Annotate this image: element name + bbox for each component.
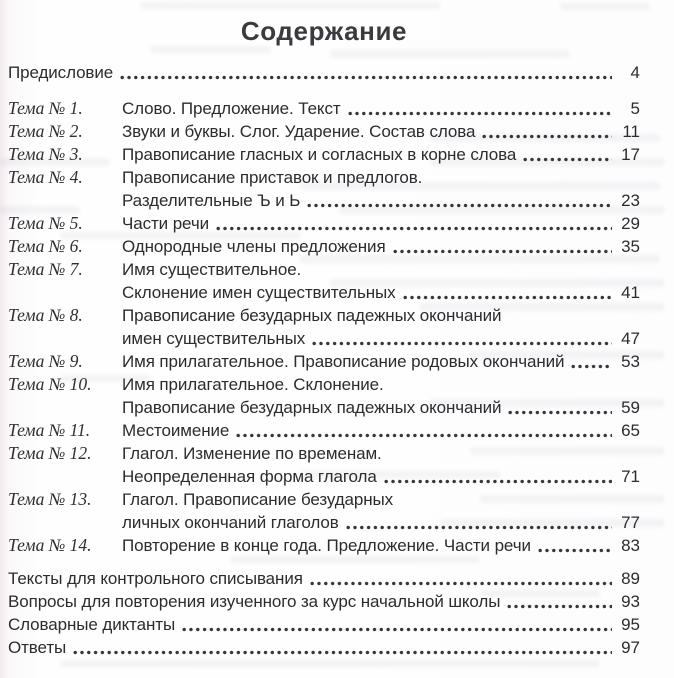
toc-entry-page-number: 65 [621,421,640,440]
toc-entry-page-number: 5 [630,99,640,118]
dotted-leader [384,479,612,484]
toc-entry-row [8,350,640,373]
toc-entry-page-number: 11 [622,122,640,141]
toc-entry-title: Имя существительное. [122,260,302,279]
toc-entry-title: Местоимение [122,421,230,440]
toc-list [8,61,640,659]
toc-entry-row [8,465,640,488]
page-title: Содержание [240,16,408,46]
toc-entry-row [8,235,640,258]
toc-entry-page-number: 71 [621,467,640,486]
toc-entry-label: Тема № 9. [8,351,83,371]
toc-entry-title: Глагол. Правописание безударных [122,490,394,509]
toc-entry-row [8,590,640,613]
dotted-leader [182,627,612,632]
toc-entry-row [8,327,640,350]
toc-entry-title: Глагол. Изменение по временам. [122,444,382,463]
toc-entry-page-number: 4 [630,63,640,82]
dotted-leader [523,157,612,162]
toc-entry-title: Звуки и буквы. Слог. Ударение. Состав слова [122,122,476,141]
toc-entry-title: Правописание безударных падежных окончаний [122,306,502,325]
toc-entry-page-number: 53 [621,352,640,371]
toc-entry-label: Тема № 5. [8,213,83,233]
toc-entry-page-number: 23 [621,191,640,210]
toc-entry-title: Повторение в конце года. Предложение. Части речи [122,536,531,555]
toc-entry-title: Правописание безударных падежных окончаний [122,398,502,417]
dotted-leader [403,295,612,300]
dotted-leader [73,650,612,655]
toc-entry-label: Тема № 14. [8,535,92,555]
toc-entry-title: Разделительные Ъ и Ь [122,191,301,210]
toc-entry-row [8,511,640,534]
toc-entry-page-number: 89 [621,569,640,588]
toc-entry-title: Однородные члены предложения [122,237,386,256]
toc-entry-label: Тема № 10. [8,374,92,394]
toc-entry-label: Тема № 4. [8,167,83,187]
toc-entry-row [8,419,640,442]
toc-entry-row [8,488,640,511]
toc-entry-title: имен существительных [122,329,306,348]
toc-entry-page-number: 93 [621,592,640,611]
toc-entry-title: Правописание приставок и предлогов. [122,168,423,187]
toc-entry-row [8,396,640,419]
toc-entry-title: личных окончаний глаголов [122,513,339,532]
toc-entry-page-number: 41 [621,283,640,302]
toc-entry-row [8,97,640,120]
toc-entry-title: Части речи [122,214,209,233]
toc-entry-row [8,442,640,465]
toc-entry-title: Вопросы для повторения изученного за курс начальной школы [8,592,501,611]
dotted-leader [348,111,612,116]
toc-entry-title: Ответы [8,638,67,657]
toc-entry-title: Склонение имен существительных [122,283,396,302]
toc-entry-page-number: 35 [621,237,640,256]
toc-entry-row [8,304,640,327]
toc-entry-row [8,258,640,281]
toc-entry-title: Слово. Предложение. Текст [122,99,341,118]
toc-entry-page-number: 77 [621,513,640,532]
dotted-leader [507,604,612,609]
toc-entry-row [8,189,640,212]
toc-entry-title: Предисловие [8,63,114,82]
toc-entry-row [8,61,640,84]
toc-entry-row [8,613,640,636]
toc-entry-label: Тема № 13. [8,489,92,509]
toc-entry-page-number: 47 [621,329,640,348]
dotted-leader [571,364,612,369]
toc-entry-label: Тема № 3. [8,144,83,164]
toc-entry-title: Правописание гласных и согласных в корне слова [122,145,517,164]
dotted-leader [312,341,612,346]
toc-entry-row [8,212,640,235]
toc-entry-page-number: 95 [621,615,640,634]
dotted-leader [310,581,612,586]
toc-entry-page-number: 83 [621,536,640,555]
toc-entry-title: Имя прилагательное. Правописание родовых окончаний [122,352,565,371]
dotted-leader [346,525,612,530]
dotted-leader [482,134,612,139]
toc-entry-label: Тема № 8. [8,305,83,325]
toc-entry-row [8,281,640,304]
toc-entry-label: Тема № 7. [8,259,83,279]
toc-entry-title: Имя прилагательное. Склонение. [122,375,384,394]
toc-entry-page-number: 29 [621,214,640,233]
toc-entry-page-number: 59 [621,398,640,417]
toc-entry-title: Словарные диктанты [8,615,176,634]
toc-entry-row [8,373,640,396]
dotted-leader [393,249,612,254]
dotted-leader [538,548,612,553]
dotted-leader [120,75,612,80]
toc-entry-label: Тема № 6. [8,236,83,256]
bleedthrough-smudge [60,660,600,667]
toc-entry-row [8,567,640,590]
toc-entry-title: Неопределенная форма глагола [122,467,377,486]
dotted-leader [307,203,612,208]
toc-entry-row [8,166,640,189]
toc-entry-title: Тексты для контрольного списывания [8,569,303,588]
dotted-leader [216,226,612,231]
toc-entry-label: Тема № 11. [8,420,91,440]
toc-entry-page-number: 17 [621,145,640,164]
toc-entry-label: Тема № 1. [8,98,83,118]
dotted-leader [236,433,612,438]
toc-entry-row [8,636,640,659]
toc-entry-row [8,143,640,166]
toc-entry-row [8,534,640,557]
toc-entry-label: Тема № 12. [8,443,92,463]
toc-entry-row [8,120,640,143]
toc-entry-page-number: 97 [621,638,640,657]
toc-entry-label: Тема № 2. [8,121,83,141]
dotted-leader [508,410,612,415]
